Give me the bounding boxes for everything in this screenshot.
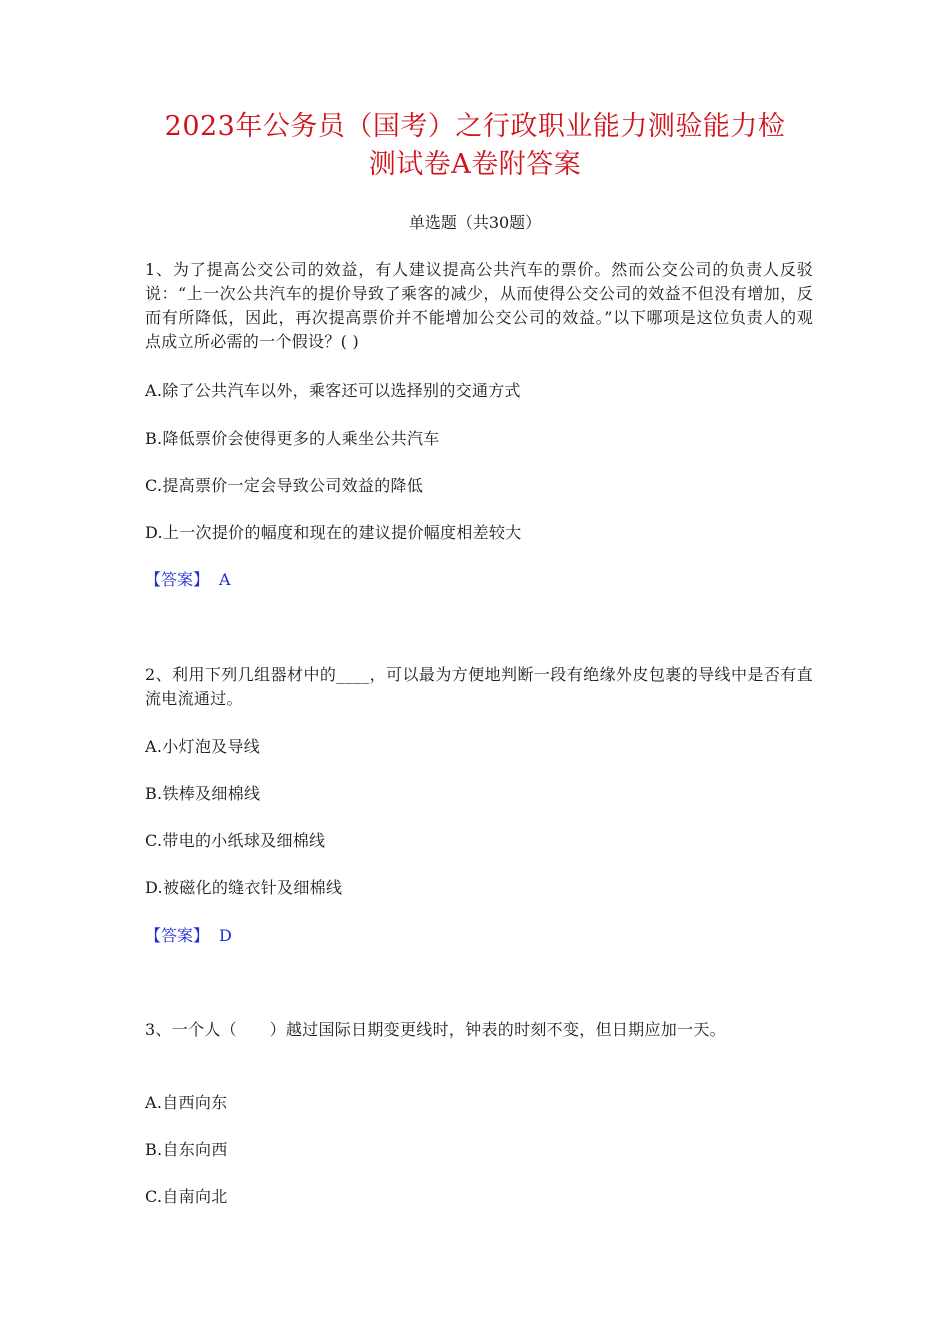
question-1-option-c: C.提高票价一定会导致公司效益的降低 [145, 476, 424, 495]
document-title [120, 108, 830, 184]
question-2-option-d: D.被磁化的缝衣针及细棉线 [145, 878, 343, 897]
question-3-option-b: B.自东向西 [145, 1140, 228, 1159]
section-heading: 单选题（共30题） [408, 213, 542, 232]
question-3-option-c: C.自南向北 [145, 1187, 228, 1206]
answer-value: A [219, 570, 231, 589]
question-1-option-a: A.除了公共汽车以外，乘客还可以选择别的交通方式 [145, 381, 521, 400]
question-2-option-a: A.小灯泡及导线 [145, 737, 261, 756]
question-1-answer [145, 569, 231, 591]
question-1-text: 1、为了提高公交公司的效益，有人建议提高公共汽车的票价。然而公交公司的负责人反驳说：“上一次公共汽车的提价导致了乘客的减少，从而使得公交公司的效益不但没有增加，反而有所降低，因此，再次提高票价并不能增加公交公司的效益。”以下哪项是这位负责人的观点成立所必需的一个假设？( ) [145, 260, 813, 351]
question-2-answer [145, 925, 232, 947]
answer-label: 【答案】 [145, 926, 210, 945]
question-1-option-d: D.上一次提价的幅度和现在的建议提价幅度相差较大 [145, 523, 522, 542]
question-3-text: 3、一个人（ ）越过国际日期变更线时，钟表的时刻不变，但日期应加一天。 [145, 1020, 726, 1039]
question-2-option-b: B.铁棒及细棉线 [145, 784, 261, 803]
answer-label: 【答案】 [145, 570, 210, 589]
answer-value: D [219, 926, 232, 945]
question-3-option-a: A.自西向东 [145, 1093, 228, 1112]
title-line-2: 测试卷A卷附答案 [368, 149, 582, 180]
question-2-option-c: C.带电的小纸球及细棉线 [145, 831, 326, 850]
question-2-text: 2、利用下列几组器材中的____，可以最为方便地判断一段有绝缘外皮包裹的导线中是否有直流电流通过。 [145, 665, 813, 708]
title-line-1: 2023年公务员（国考）之行政职业能力测验能力检 [164, 111, 786, 142]
question-1-option-b: B.降低票价会使得更多的人乘坐公共汽车 [145, 429, 440, 448]
